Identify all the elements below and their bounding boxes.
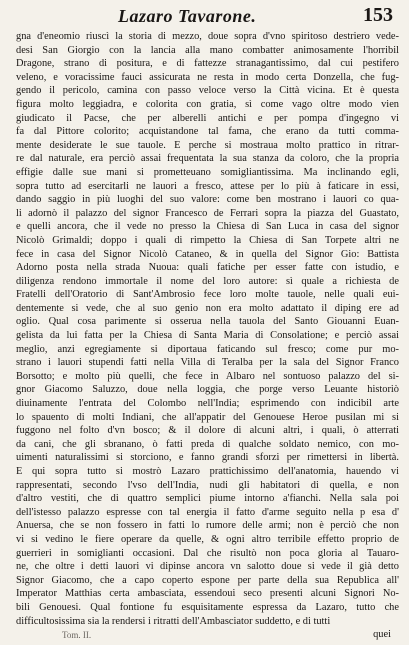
catchword: quei (373, 629, 391, 641)
text-line: fa dal Pittore colorito; acquistandone tal fama, che erano da tutti comma- (16, 126, 399, 138)
text-line: Dragone, strano di positura, e di fattezze stranagantissimo, dal cui pestifero (16, 58, 399, 70)
text-line: sopra tutto ad esercitarli ne lauori a fresco, attese per lo più à faticare in essi, (16, 180, 399, 192)
text-line: uimenti naturalissimi si storciono, e fanno grandi sforzi per rimettersi in libertà. (16, 452, 399, 464)
page-footer (16, 629, 399, 645)
signature-mark: Tom. II. (62, 630, 92, 641)
text-line: gna d'eneomio riuscì la storia di mezzo, doue sopra d'vno spiritoso destriero vede- (16, 31, 399, 42)
text-line: gendo il pericolo, camina con passo veloce verso la Città vicina. Et è questa (16, 85, 399, 97)
text-line: d'altro vestiti, che di quattro semplici piume intorno a'fianchi. Nella sala poi (16, 493, 399, 505)
text-line: dell'istesso palazzo espresse con tal energia il fatto d'arme seguito nella p esa d' (16, 506, 399, 518)
text-line: li adornò il palazzo del signor Francesco de Ferrari sopra la piazza del Guastato, (16, 207, 399, 219)
text-line: fuggono nel folto d'vn bosco; & il dolore di alcuni altri, i quali, ò atterrati (16, 425, 399, 437)
text-line: bili Genouesi. Qual fontione fu esquisitamente espressa da Lazaro, tutto che (16, 601, 399, 613)
text-line: difficultosissima sia la rendersi i ritratti dell'Ambasciator suddetto, e di tutti (16, 615, 331, 627)
page-number: 153 (363, 4, 393, 26)
text-line: figura molto leggiadra, e colorita con gratia, sì come vago oltre modo vien (16, 98, 399, 110)
text-line: Adorno posta nella strada Nuoua: quali fatiche per esser fatte con istudio, e (16, 262, 399, 274)
text-line: re dal naturale, era perciò assai frequentata la sua stanza da coloro, che la propria (16, 153, 399, 165)
text-line: da cani, che gli sbranano, ò fatti preda di qualche soldato nemico, con mo- (16, 438, 399, 450)
text-line: mente desiderate le sue tauole. E perche si mostraua molto prattico in ritrar- (16, 139, 399, 151)
text-line: meglio, anzi egregiamente si diportaua faticando sul fresco; come pur mo- (16, 343, 399, 355)
text-line: Borsotto; e molto più quelli, che fece in Albaro nel sontuoso palazzo del si- (16, 370, 399, 382)
text-line: gelista da lui fatta per la Chiesa di Santa Maria di Consolatione; e perciò assai (16, 330, 399, 342)
body-text (16, 30, 399, 628)
text-line: E qui sopra tutto si mostrò Lazaro prattichissimo dell'anatomia, hauendo vi (16, 466, 399, 477)
text-line: Anuersa, che se non fossero in fatti lo rumore delle armi; non è perciò che non (16, 520, 399, 532)
text-line: desi San Giorgio con la lancia alla mano combatter animosamente l'horribil (16, 44, 399, 56)
text-line: fece in casa del Signor Nicolò Cataneo, & in quella del Signor Gio: Battista (16, 248, 399, 260)
running-title: Lazaro Tavarone. (118, 6, 257, 26)
text-line: diuinamente l'entrata del Colombo nell'India; esprimendo con indicibil arte (16, 398, 399, 410)
text-line: veleno, e voracissime fauci assicurata ne resta in modo certa Donzella, che fug- (16, 71, 399, 83)
text-line: effigie dalle sue mani si prometteuano somigliantissima. Ma inclinando egli, (16, 166, 399, 178)
text-line: gnor Giacomo Saluzzo, doue nella loggia, che porge verso Leuante historiò (16, 384, 399, 396)
text-line: dentemente si vede, che al suo genio non era molto adattato il diping ere ad (16, 302, 399, 314)
text-line: giudicato il Pacse, che per alberelli antichi e per pompa d'ingegno vi (16, 112, 399, 124)
text-line: oglio. Qual cosa parimente si osserua nella tauola del Santo Giouanni Euan- (16, 316, 399, 328)
page-header (16, 4, 399, 28)
text-line: vi si vedino le fiere operare da quelle, & ogni altro terribile effetto proprio de (16, 533, 399, 545)
text-line: lo spauento di molti Indiani, che all'appatir del Genouese Heroe pusilan mi si (16, 411, 399, 423)
text-line: Fratelli dell'Oratorio di Sant'Ambrosio fece loro molte tauole, nelle quali eui- (16, 289, 399, 301)
text-line: guerrieri in somiglianti occasioni. Dal che risultò non poca gloria al Tauaro- (16, 547, 399, 559)
text-line: Signor Giacomo, che a capo coperto espone per parte della sua Republica all' (16, 574, 399, 586)
text-line: strano i lauori stupendi fatti nella Villa di Teralba per la sala del Signor Franco (16, 357, 399, 369)
text-line: ne, che oltre i detti lauori vi dipinse ancora vn salotto doue si vede il già detto (16, 561, 399, 573)
text-line: dando saggio in più luoghi del suo valore: come ben mostrano i lauori co qua- (16, 194, 399, 206)
text-line: Nicolò Grimaldi; doppo i quali di rimpetto la Chiesa di San Torpete altri ne (16, 234, 399, 246)
text-line: e quelli ancora, che il vede no presso la Chiesa di San Luca in casa del signor (16, 221, 399, 233)
text-line: diligenza rendono immortale il nome del loro autore: sì quale a richiesta de (16, 275, 399, 287)
text-line: Imperator Matthias certa ambasciata, essendoui seco presenti alcuni Signori No- (16, 588, 399, 600)
text-line: rappresentati, secondo l'vso dell'India, nudi gli habitatori di quella, e non (16, 479, 399, 491)
